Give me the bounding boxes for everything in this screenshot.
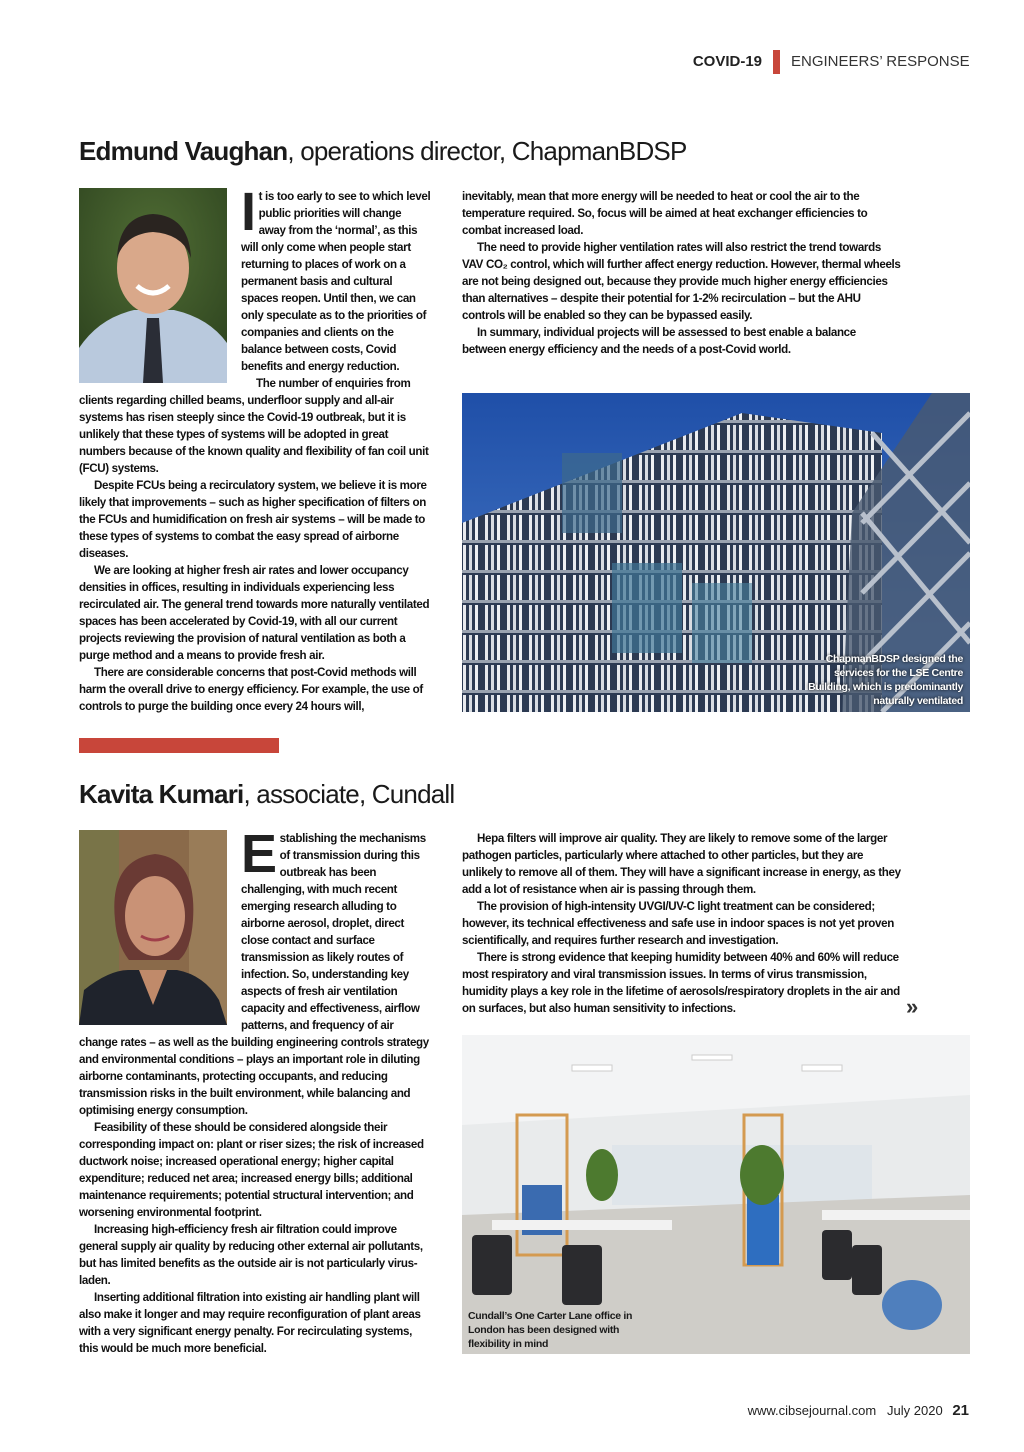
page-number: 21 (952, 1402, 969, 1419)
page-footer (748, 1402, 969, 1419)
paragraph: There are considerable concerns that post-Covid methods will harm the overall drive to energy efficiency. For example, the use of controls to purge the building once every 24 hours will, (79, 666, 423, 713)
author-role: , associate, Cundall (243, 779, 455, 809)
paragraph: We are looking at higher fresh air rates and lower occupancy densities in offices, resulting in individuals experiencing less recirculated air. The general trend towards more naturally ventilated spaces has been accelerated by Covid-19, with all our current projects reviewing the provision of natural ventilation as both a purge method and a means to provide fresh air. (79, 564, 430, 662)
photo-one-carter-lane-office (462, 1035, 970, 1354)
author-name: Edmund Vaughan (79, 136, 288, 166)
header-accent-bar (773, 50, 780, 74)
article2-right-column (462, 830, 902, 1017)
article1-heading (79, 136, 687, 167)
article2-left-column (79, 824, 431, 1357)
paragraph: Increasing high-efficiency fresh air filtration could improve general supply air quality by reducing other external air pollutants, but has limited benefits as the outside air is not particularly virus-laden. (79, 1223, 423, 1287)
photo-caption: Cundall’s One Carter Lane office in London has been designed with flexibility in mind (468, 1310, 633, 1350)
paragraph: There is strong evidence that keeping humidity between 40% and 60% will reduce most respiratory and viral transmission issues. In terms of virus transmission, humidity plays a key role in the lifetime of aerosols/respiratory droplets in the air and on surfaces, but also human sensitivity to infections. (462, 951, 900, 1015)
article1-left-column (79, 182, 431, 715)
paragraph: Feasibility of these should be considered alongside their corresponding impact on: plant or riser sizes; the risk of increased ductwork noise; increased operational energy; higher capital expenditure; reduced net area; increased energy bills; additional maintenance requirements; potential structural intervention; and worsening environmental footprint. (79, 1121, 424, 1219)
website-link: www.cibsejournal.com (747, 1403, 877, 1418)
subsection-label: ENGINEERS’ RESPONSE (791, 53, 970, 70)
author-role: , operations director, ChapmanBDSP (287, 136, 687, 166)
running-header (0, 50, 970, 74)
portrait-kavita-kumari (79, 830, 227, 1025)
paragraph: Hepa filters will improve air quality. They are likely to remove some of the larger pathogen particles, particularly where attached to other particles, but they are unlikely to remove all of them. They will have a significant increase in energy, as they add a lot of resistance when air is passing through them. (462, 832, 901, 896)
paragraph: The number of enquiries from clients regarding chilled beams, underfloor supply and all-air systems has risen steeply since the Covid-19 outbreak, but it is unlikely that these types of systems will be adopted in great numbers because of the known quality and flexibility of fan coil unit (FCU) systems. (79, 377, 429, 475)
dropcap: I (241, 182, 256, 242)
paragraph: Despite FCUs being a recirculatory system, we believe it is more likely that improvements – such as higher specification of filters on the FCUs and humidification on fresh air systems – will be made to these types of systems to combat the easy spread of airborne diseases. (79, 479, 427, 560)
paragraph: inevitably, mean that more energy will be needed to heat or cool the air to the temperature required. So, focus will be aimed at heat exchanger efficiencies to combat increased load. (462, 190, 868, 237)
paragraph: Inserting additional filtration into existing air handling plant will also make it longer and may require reconfiguration of plant areas with a very significant energy penalty. For recirculating systems, this would be much more beneficial. (79, 1291, 421, 1355)
article1-right-column (462, 188, 902, 358)
paragraph: The provision of high-intensity UVGI/UV-C light treatment can be considered; however, its technical effectiveness and safe use in indoor spaces is not yet proven scientifically, and requires further research and investigation. (462, 900, 894, 947)
paragraph: t is too early to see to which level public priorities will change away from the ‘normal’, as this will only come when people start returning to places of work on a permanent basis and cultural spaces reopen. Until then, we can only speculate as to the priorities of companies and clients on the balance between costs, Covid benefits and energy reduction. (241, 190, 431, 373)
photo-lse-centre-building (462, 393, 970, 712)
paragraph: The need to provide higher ventilation rates will also restrict the trend towards VAV CO₂ control, which will further affect energy reduction. However, thermal wheels are not being designed out, because they provide much higher energy efficiencies than alternatives – despite their potential for 1-2% recirculation – but the AHU controls will be enabled so they can be bypassed easily. (462, 241, 901, 322)
paragraph: stablishing the mechanisms of transmission during this outbreak has been challenging, with much recent emerging research alluding to airborne aerosol, droplet, direct close contact and surface transmission as likely routes of infection. So, understanding key aspects of fresh air ventilation capacity and effectiveness, airflow patterns, and frequency of air change rates – as well as the building engineering controls strategy and environmental conditions – plays an important role in diluting airborne contaminants, protecting occupants, and reducing transmission risks in the built environment, while balancing and optimising energy consumption. (79, 832, 429, 1117)
portrait-edmund-vaughan (79, 188, 227, 383)
photo-caption: ChapmanBDSP designed the services for the LSE Centre Building, which is predominantly naturally ventilated (808, 653, 963, 707)
section-label: COVID-19 (692, 53, 762, 70)
paragraph: In summary, individual projects will be assessed to best enable a balance between energy efficiency and the needs of a post-Covid world. (462, 326, 856, 356)
dropcap: E (241, 824, 277, 884)
article2-heading (79, 779, 454, 810)
section-divider-bar (79, 738, 279, 753)
issue-date: July 2020 (887, 1403, 943, 1418)
author-name: Kavita Kumari (79, 779, 244, 809)
continued-arrow-icon: » (906, 994, 919, 1019)
